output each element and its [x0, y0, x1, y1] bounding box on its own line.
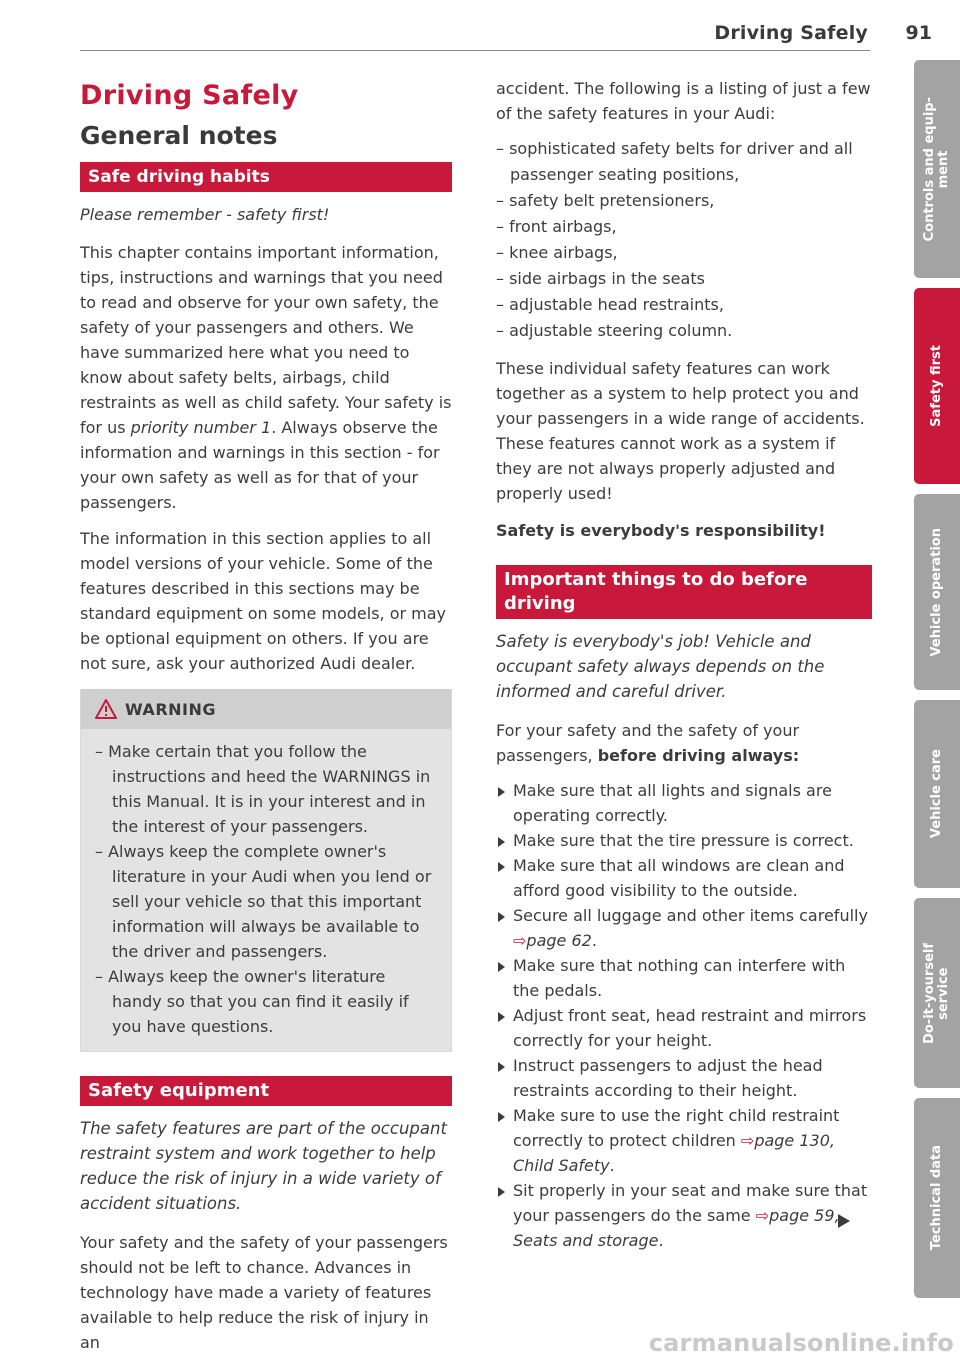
list-item: – adjustable steering column. [496, 321, 733, 340]
list-item: – adjustable head restraints, [496, 295, 724, 314]
bullet-triangle-icon [498, 862, 505, 872]
section-lead: Safety is everybody's job! Vehicle and occupant safety always depends on the informed and careful driver. [496, 632, 825, 701]
tab-vehicle-operation[interactable]: Vehicle operation [914, 494, 960, 690]
paragraph: The information in this section applies to all model versions of your vehicle. Some of the features described in this sections may be standard equipment on some models, or may be optional equipment on others. If you are not sure, ask your authorized Audi dealer. [80, 529, 447, 673]
checklist-item: Make sure that all windows are clean and afford good visibility to the outside. [496, 853, 872, 903]
page-link[interactable]: page 62 [526, 931, 592, 950]
warning-item: – Make certain that you follow the instructions and heed the WARNINGS in this Manual. It is in your interest and in the interest of your passengers. [95, 742, 431, 836]
paragraph: These individual safety features can work together as a system to help protect you and your passengers in a wide range of accidents. These features cannot work as a system if they are not always properly adjusted and properly used! [496, 359, 865, 503]
chapter-title: Driving Safely [80, 80, 299, 111]
tab-controls-and-equipment[interactable]: Controls and equip- ment [914, 60, 960, 278]
chapter-subtitle: General notes [80, 121, 278, 150]
section-lead: The safety features are part of the occupant restraint system and work together to help reduce the risk of injury in a wide variety of accident situations. [80, 1119, 447, 1213]
watermark: carmanualsonline.info [648, 1329, 954, 1357]
warning-triangle-icon [95, 699, 117, 719]
bullet-triangle-icon [498, 1062, 505, 1072]
bullet-triangle-icon [498, 1187, 505, 1197]
list-item: – side airbags in the seats [496, 269, 705, 288]
warning-header [81, 689, 451, 729]
warning-item: – Always keep the owner's literature handy so that you can find it easily if you have questions. [95, 967, 409, 1036]
continue-arrow-icon [838, 1214, 850, 1228]
bullet-triangle-icon [498, 837, 505, 847]
page-link[interactable]: page 59, Seats and storage [513, 1206, 840, 1250]
header-rule [80, 50, 870, 51]
checklist [496, 778, 872, 1253]
tab-safety-first[interactable]: Safety first [914, 288, 960, 484]
warning-title: WARNING [125, 699, 216, 719]
page-link[interactable]: page 130, Child Safety [513, 1131, 835, 1175]
checklist-item: Make sure to use the right child restraint correctly to protect children ⇨page 130, Child Safety. [496, 1103, 872, 1178]
responsibility-note: Safety is everybody's responsibility! [496, 521, 826, 540]
right-column [496, 76, 872, 1253]
warning-box [80, 689, 452, 1052]
bullet-triangle-icon [498, 962, 505, 972]
tab-technical-data[interactable]: Technical data [914, 1098, 960, 1298]
list-item: – knee airbags, [496, 243, 618, 262]
warning-item: – Always keep the complete owner's literature in your Audi when you lend or sell your vehicle so that this important information will always be available to the driver and passengers. [95, 842, 432, 961]
bullet-triangle-icon [498, 1112, 505, 1122]
checklist-item: Make sure that nothing can interfere with the pedals. [496, 953, 872, 1003]
warning-list [81, 729, 451, 1051]
paragraph: accident. The following is a listing of just a few of the safety features in your Audi: [496, 79, 871, 123]
checklist-item: Adjust front seat, head restraint and mirrors correctly for your height. [496, 1003, 872, 1053]
paragraph: For your safety and the safety of your passengers, before driving always: [496, 721, 800, 765]
checklist-item: Secure all luggage and other items carefully ⇨page 62. [496, 903, 872, 953]
checklist-item: Make sure that the tire pressure is correct. [496, 828, 872, 853]
tab-vehicle-care[interactable]: Vehicle care [914, 700, 960, 888]
section-heading-before-driving: Important things to do before driving [496, 565, 872, 619]
paragraph: Your safety and the safety of your passengers should not be left to chance. Advances in technology have made a variety of features available to help reduce the risk of injury in an [80, 1233, 448, 1352]
left-column [80, 76, 452, 1355]
checklist-item: Sit properly in your seat and make sure that your passengers do the same ⇨page 59, Seats and storage. [496, 1178, 872, 1253]
section-lead: Please remember - safety first! [80, 205, 330, 224]
list-item: – safety belt pretensioners, [496, 191, 715, 210]
feature-list [496, 136, 872, 344]
bullet-triangle-icon [498, 1012, 505, 1022]
running-head: Driving Safely [714, 22, 868, 44]
xref-arrow-icon: ⇨ [513, 931, 527, 950]
tab-do-it-yourself-service[interactable]: Do-it-yourself service [914, 898, 960, 1088]
bullet-triangle-icon [498, 787, 505, 797]
checklist-item: Make sure that all lights and signals are operating correctly. [496, 778, 872, 828]
paragraph: This chapter contains important information, tips, instructions and warnings that you need to read and observe for your own safety, the safety of your passengers and others. We have summarized here what you need to know about safety belts, airbags, child restraints as well as child safety. Your safety is for us priority number 1. Always observe the information and warnings in this section - for your own safety as well as for that of your passengers. [80, 243, 452, 512]
xref-arrow-icon: ⇨ [755, 1206, 770, 1225]
page-number: 91 [905, 22, 932, 44]
section-heading-safety-equipment: Safety equipment [80, 1076, 452, 1106]
bullet-triangle-icon [498, 912, 505, 922]
section-heading-safe-driving-habits: Safe driving habits [80, 162, 452, 192]
checklist-item: Instruct passengers to adjust the head restraints according to their height. [496, 1053, 872, 1103]
xref-arrow-icon: ⇨ [740, 1131, 755, 1150]
list-item: – front airbags, [496, 217, 617, 236]
list-item: – sophisticated safety belts for driver and all passenger seating positions, [496, 139, 853, 184]
